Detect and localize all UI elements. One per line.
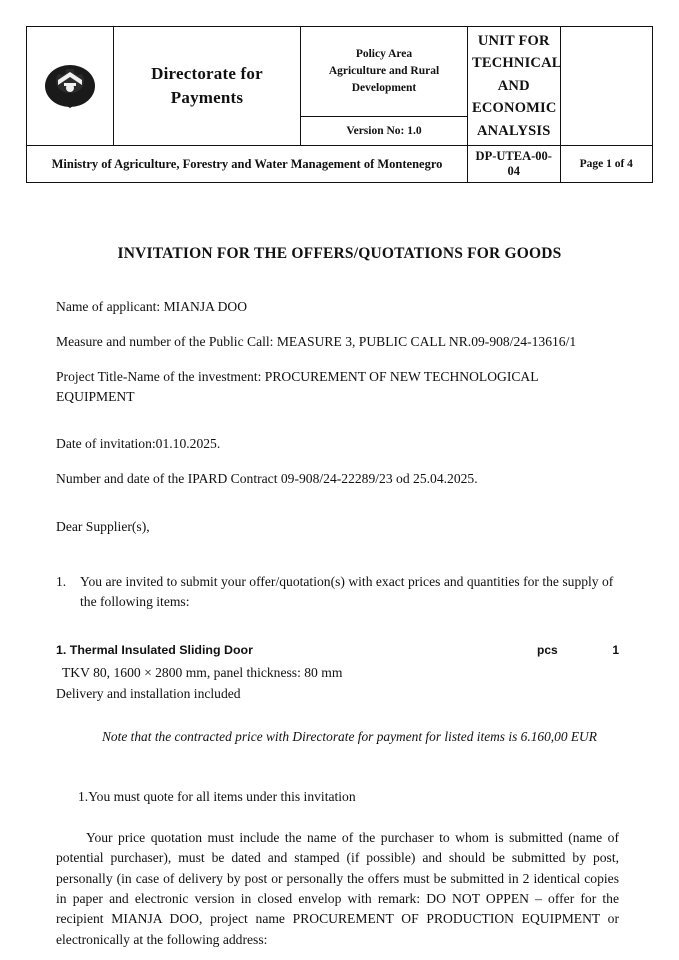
item-row: [56, 641, 619, 660]
item-delivery: Delivery and installation included: [56, 686, 241, 702]
document-code: DP-UTEA-00-04: [468, 146, 561, 183]
ministry-name: Ministry of Agriculture, Forestry and Water Management of Montenegro: [27, 146, 468, 183]
unit-title-cell: [468, 27, 561, 146]
policy-area-line-1: Policy Area: [355, 47, 413, 60]
document-header-table: [26, 26, 653, 183]
unit-title-line-3: ANALYSIS: [476, 122, 551, 139]
ipard-contract-line: Number and date of the IPARD Contract 09-908/24-22289/23 od 25.04.2025.: [56, 470, 478, 486]
unit-title-line-1: UNIT FOR TECHNICAL: [472, 33, 562, 72]
version-number: Version No: 1.0: [301, 117, 468, 146]
clause-1-text: You are invited to submit your offer/quotation(s) with exact prices and quantities for the supply of the following items:: [80, 573, 614, 610]
clause-1-number: 1.: [56, 573, 67, 589]
directorate-title: Directorate for Payments: [114, 27, 301, 146]
quotation-requirements-paragraph: Your price quotation must include the name of the purchaser to whom is submitted (name of potential purchaser), must be dated and stamped (if possible) and should be submitted by post, personally (in case of delivery by post or personally the offers must be submitted in 2 identical copies in paper and electronic version in closed envelop with remark: DO NOT OPPEN – offer for the recipient MIANJA DOO, project name PROCUREMENT OF PRODUCTION EQUIPMENT or electronically at the following address:: [56, 829, 619, 947]
page-title: INVITATION FOR THE OFFERS/QUOTATIONS FOR GOODS: [117, 245, 562, 263]
item-unit: pcs: [537, 642, 558, 657]
measure-line: Measure and number of the Public Call: MEASURE 3, PUBLIC CALL NR.09-908/24-13616/1: [56, 334, 577, 349]
document-body: [26, 297, 653, 950]
clause-1: [56, 572, 619, 613]
coat-of-arms-cell: [27, 27, 114, 146]
contract-price-note: Note that the contracted price with Directorate for payment for listed items is 6.160,00 EUR: [102, 728, 597, 744]
policy-area-cell: [301, 27, 468, 117]
date-of-invitation-line: Date of invitation:01.10.2025.: [56, 435, 221, 451]
sub-clause: 1.You must quote for all items under this invitation: [78, 789, 356, 805]
policy-area-line-3: Development: [351, 82, 417, 95]
salutation: Dear Supplier(s),: [56, 519, 150, 535]
item-name: 1. Thermal Insulated Sliding Door: [56, 642, 253, 657]
montenegro-coat-of-arms-icon: [42, 63, 98, 109]
header-row-top: [27, 27, 653, 117]
project-title-line: Project Title-Name of the investment: PROCUREMENT OF NEW TECHNOLOGICAL EQUIPMENT: [56, 368, 539, 405]
applicant-line: Name of applicant: MIANJA DOO: [56, 299, 248, 315]
policy-area-line-2: Agriculture and Rural: [328, 64, 440, 77]
item-specification: TKV 80, 1600 × 2800 mm, panel thickness: 80 mm: [62, 664, 343, 680]
item-quantity: 1: [612, 642, 619, 657]
header-row-bottom: [27, 146, 653, 183]
page-number-label: Page 1 of 4: [560, 146, 653, 183]
unit-title-line-2: AND ECONOMIC: [472, 77, 557, 117]
